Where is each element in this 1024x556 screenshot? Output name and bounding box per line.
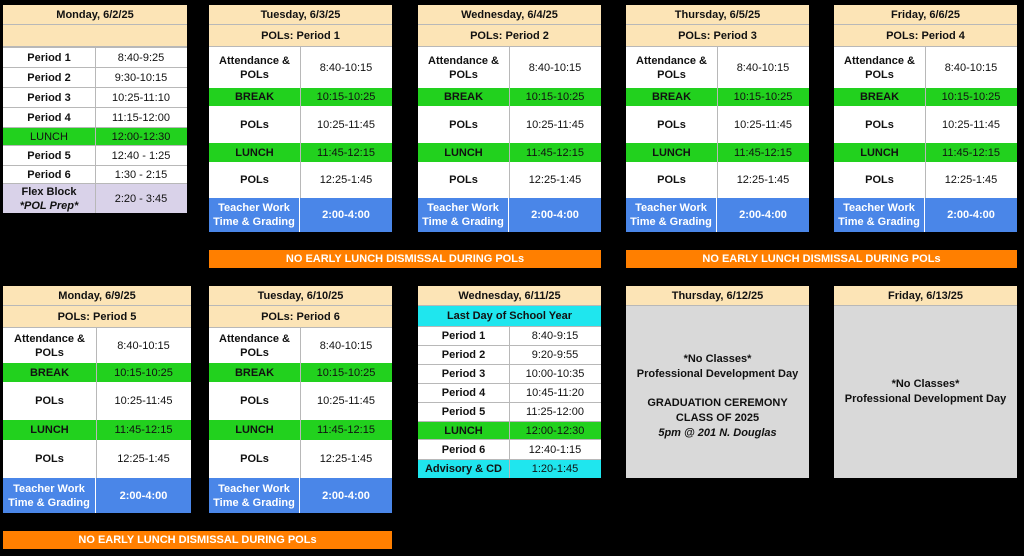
period-time: 8:40-9:15: [509, 326, 601, 345]
no-early-lunch-banner: NO EARLY LUNCH DISMISSAL DURING POLs: [3, 531, 392, 549]
lunch-label: LUNCH: [3, 420, 96, 440]
no-classes-text: *No Classes*: [683, 352, 752, 365]
no-early-lunch-banner: NO EARLY LUNCH DISMISSAL DURING POLs: [209, 250, 601, 268]
break-label: BREAK: [834, 88, 925, 106]
day-header: Friday, 6/13/25: [834, 286, 1017, 306]
period-label: Period 2: [418, 345, 509, 364]
period-label: Period 6: [3, 165, 95, 183]
no-classes-note: [626, 306, 809, 478]
lunch-label: LUNCH: [418, 421, 509, 439]
graduation-class: CLASS OF 2025: [675, 411, 760, 424]
attendance-label: Attendance & POLs: [428, 54, 499, 81]
flex-block-label: [3, 183, 95, 213]
period-time: 12:40-1:15: [509, 439, 601, 459]
pols-time: 12:25-1:45: [528, 174, 582, 186]
pols-label: POLs: [240, 174, 269, 186]
period-time: 9:30-10:15: [95, 67, 187, 87]
lunch-time: 11:45-12:15: [300, 143, 392, 162]
teacher-work-time: 2:00-4:00: [300, 478, 392, 513]
pols-time: 12:25-1:45: [736, 174, 790, 186]
flex-block-time: 2:20 - 3:45: [95, 183, 187, 213]
pols-time: 10:25-11:45: [942, 118, 1000, 131]
lunch-label: LUNCH: [626, 143, 717, 162]
teacher-work-label: Teacher Work Time & Grading: [209, 198, 300, 232]
pols-time: 10:25-11:45: [734, 118, 792, 131]
day-header: Thursday, 6/12/25: [626, 286, 809, 306]
sub-header-blank: [3, 25, 187, 47]
advisory-label: Advisory & CD: [418, 459, 509, 478]
period-label: Period 5: [418, 402, 509, 421]
no-classes-text: *No Classes*: [891, 378, 960, 390]
pol-period-header: POLs: Period 2: [418, 25, 601, 47]
pol-day-column: [418, 5, 601, 232]
period-label: Period 2: [3, 67, 95, 87]
period-time: 9:20-9:55: [509, 345, 601, 364]
attendance-time: 8:40-10:15: [528, 61, 582, 74]
break-label: BREAK: [3, 363, 96, 382]
pols-label: POLs: [657, 118, 686, 131]
pol-period-header: POLs: Period 3: [626, 25, 809, 47]
period-time: 1:30 - 2:15: [95, 165, 187, 183]
graduation-title: GRADUATION CEREMONY: [647, 396, 788, 409]
day-header: Friday, 6/6/25: [834, 5, 1017, 25]
teacher-work-time: 2:00-4:00: [300, 198, 392, 232]
break-time: 10:15-10:25: [300, 88, 392, 106]
flex-block-note: *POL Prep*: [19, 199, 79, 212]
period-time: 10:00-10:35: [509, 364, 601, 383]
attendance-label: Attendance & POLs: [219, 54, 290, 81]
no-early-lunch-banner: NO EARLY LUNCH DISMISSAL DURING POLs: [626, 250, 1017, 268]
flex-block-title: Flex Block: [21, 185, 77, 198]
lunch-time: 11:45-12:15: [717, 143, 809, 162]
period-label: Period 5: [3, 145, 95, 165]
pols-time: 12:25-1:45: [319, 174, 373, 186]
pol-day-column: [626, 5, 809, 232]
pols-label: POLs: [240, 395, 269, 407]
lunch-time: 11:45-12:15: [925, 143, 1017, 162]
period-time: 10:25-11:10: [95, 87, 187, 107]
pols-label: POLs: [865, 118, 894, 131]
attendance-time: 8:40-10:15: [736, 61, 790, 74]
period-time: 12:40 - 1:25: [95, 145, 187, 165]
break-label: BREAK: [209, 88, 300, 106]
day-header: Thursday, 6/5/25: [626, 5, 809, 25]
attendance-time: 8:40-10:15: [319, 61, 373, 74]
lunch-label: LUNCH: [418, 143, 509, 162]
teacher-work-time: 2:00-4:00: [509, 198, 601, 232]
pols-time: 10:25-11:45: [317, 395, 375, 407]
thursday-6-12-column: [626, 286, 809, 478]
attendance-label: Attendance & POLs: [844, 54, 915, 81]
pol-period-header: POLs: Period 5: [3, 306, 191, 328]
attendance-label: Attendance & POLs: [219, 332, 290, 359]
period-time: 11:25-12:00: [509, 402, 601, 421]
period-label: Period 1: [3, 47, 95, 67]
break-label: BREAK: [418, 88, 509, 106]
teacher-work-label: Teacher Work Time & Grading: [418, 198, 509, 232]
teacher-work-time: 2:00-4:00: [925, 198, 1017, 232]
teacher-work-time: 2:00-4:00: [96, 478, 191, 513]
day-header: Wednesday, 6/11/25: [418, 286, 601, 306]
pols-time: 12:25-1:45: [944, 174, 998, 186]
lunch-label: LUNCH: [209, 420, 300, 440]
lunch-label: LUNCH: [3, 127, 95, 145]
pol-period-header: POLs: Period 6: [209, 306, 392, 328]
pols-time: 10:25-11:45: [317, 118, 375, 131]
day-header: Monday, 6/9/25: [3, 286, 191, 306]
pols-time: 10:25-11:45: [114, 395, 173, 407]
period-label: Period 3: [3, 87, 95, 107]
break-time: 10:15-10:25: [717, 88, 809, 106]
pol-day-column: [3, 286, 191, 513]
period-label: Period 4: [418, 383, 509, 402]
period-label: Period 4: [3, 107, 95, 127]
monday-6-2-column: [3, 5, 187, 213]
pols-label: POLs: [865, 174, 894, 186]
break-time: 10:15-10:25: [509, 88, 601, 106]
lunch-time: 11:45-12:15: [300, 420, 392, 440]
pol-day-column: [209, 286, 392, 513]
lunch-time: 12:00-12:30: [95, 127, 187, 145]
attendance-time: 8:40-10:15: [117, 339, 170, 352]
period-time: 10:45-11:20: [509, 383, 601, 402]
attendance-time: 8:40-10:15: [319, 339, 373, 352]
lunch-time: 11:45-12:15: [96, 420, 191, 440]
period-label: Period 6: [418, 439, 509, 459]
attendance-time: 8:40-10:15: [944, 61, 998, 74]
pol-period-header: POLs: Period 1: [209, 25, 392, 47]
teacher-work-label: Teacher Work Time & Grading: [626, 198, 717, 232]
pols-label: POLs: [240, 118, 269, 131]
pols-time: 10:25-11:45: [526, 118, 584, 131]
graduation-location: 5pm @ 201 N. Douglas: [658, 426, 777, 439]
advisory-time: 1:20-1:45: [509, 459, 601, 478]
day-header: Tuesday, 6/3/25: [209, 5, 392, 25]
period-label: Period 3: [418, 364, 509, 383]
lunch-label: LUNCH: [834, 143, 925, 162]
lunch-time: 12:00-12:30: [509, 421, 601, 439]
break-time: 10:15-10:25: [96, 363, 191, 382]
teacher-work-label: Teacher Work Time & Grading: [3, 478, 96, 513]
teacher-work-time: 2:00-4:00: [717, 198, 809, 232]
period-time: 11:15-12:00: [95, 107, 187, 127]
attendance-label: Attendance & POLs: [636, 54, 707, 81]
last-day-header: Last Day of School Year: [418, 306, 601, 326]
period-label: Period 1: [418, 326, 509, 345]
day-header: Tuesday, 6/10/25: [209, 286, 392, 306]
lunch-label: LUNCH: [209, 143, 300, 162]
period-time: 8:40-9:25: [95, 47, 187, 67]
break-time: 10:15-10:25: [925, 88, 1017, 106]
pols-time: 12:25-1:45: [117, 453, 170, 465]
pols-label: POLs: [449, 118, 478, 131]
break-time: 10:15-10:25: [300, 363, 392, 382]
break-label: BREAK: [209, 363, 300, 382]
pols-label: POLs: [35, 453, 64, 465]
friday-6-13-column: [834, 286, 1017, 478]
break-label: BREAK: [626, 88, 717, 106]
attendance-label: Attendance & POLs: [14, 332, 85, 359]
teacher-work-label: Teacher Work Time & Grading: [834, 198, 925, 232]
no-classes-note: [834, 306, 1017, 478]
wednesday-6-11-column: [418, 286, 601, 478]
pols-label: POLs: [657, 174, 686, 186]
day-header: Monday, 6/2/25: [3, 5, 187, 25]
pol-day-column: [834, 5, 1017, 232]
pols-time: 12:25-1:45: [319, 453, 373, 465]
lunch-time: 11:45-12:15: [509, 143, 601, 162]
pd-day-text: Professional Development Day: [844, 393, 1007, 405]
pol-period-header: POLs: Period 4: [834, 25, 1017, 47]
teacher-work-label: Teacher Work Time & Grading: [209, 478, 300, 513]
pols-label: POLs: [240, 453, 269, 465]
day-header: Wednesday, 6/4/25: [418, 5, 601, 25]
pols-label: POLs: [449, 174, 478, 186]
pd-day-text: Professional Development Day: [636, 367, 799, 380]
pols-label: POLs: [35, 395, 64, 407]
pol-day-column: [209, 5, 392, 232]
